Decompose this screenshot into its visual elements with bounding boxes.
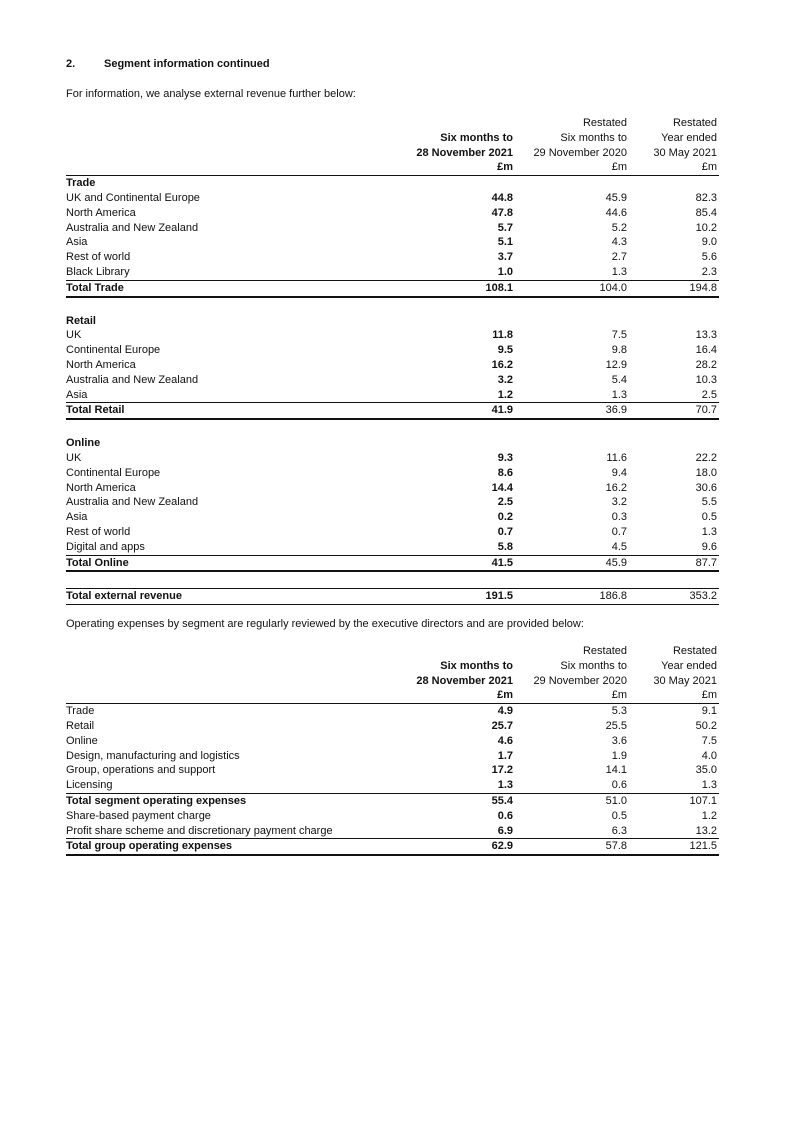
value-prior-year: 107.1 bbox=[629, 793, 719, 808]
empty-cell bbox=[515, 297, 629, 314]
header-row bbox=[66, 688, 719, 703]
empty-cell bbox=[515, 314, 629, 329]
row-label: Asia bbox=[66, 236, 88, 249]
value-prior-period: 186.8 bbox=[515, 589, 629, 605]
header-blank bbox=[66, 644, 395, 659]
row-label: Digital and apps bbox=[66, 540, 145, 553]
value-prior-year: 1.3 bbox=[701, 779, 717, 792]
header-prior-period: £m bbox=[515, 160, 629, 175]
value-prior-period: 9.4 bbox=[611, 466, 627, 479]
table-row bbox=[66, 589, 719, 605]
value-prior-period: 104.0 bbox=[515, 280, 629, 296]
value-prior-period: 0.7 bbox=[611, 525, 627, 538]
header-prior-year: Restated bbox=[672, 645, 717, 657]
value-prior-year: 18.0 bbox=[695, 466, 717, 479]
table-row bbox=[66, 778, 719, 793]
header-current-period: £m bbox=[395, 160, 515, 175]
value-prior-year: 35.0 bbox=[695, 764, 717, 777]
table-row bbox=[66, 265, 719, 280]
value-prior-year: 9.0 bbox=[701, 236, 717, 249]
value-prior-year: 5.5 bbox=[701, 496, 717, 509]
header-prior-period: 29 November 2020 bbox=[533, 674, 627, 687]
header-prior-year: 30 May 2021 bbox=[653, 674, 717, 687]
row-label: Australia and New Zealand bbox=[66, 221, 199, 234]
table-row bbox=[66, 495, 719, 510]
row-label: Design, manufacturing and logistics bbox=[66, 749, 240, 762]
header-row bbox=[66, 644, 719, 659]
header-prior-period: 29 November 2020 bbox=[533, 146, 627, 159]
opex-table bbox=[66, 644, 719, 856]
row-label: Australia and New Zealand bbox=[66, 496, 199, 509]
header-row bbox=[66, 674, 719, 689]
revenue-intro: For information, we analyse external revenue further below: bbox=[66, 88, 356, 100]
header-blank bbox=[66, 116, 395, 131]
row-label: Total segment operating expenses bbox=[66, 793, 395, 808]
header-row bbox=[66, 116, 719, 131]
value-current-period: 47.8 bbox=[491, 206, 513, 219]
table-row bbox=[66, 280, 719, 296]
value-prior-year: 30.6 bbox=[695, 481, 717, 494]
header-blank bbox=[66, 688, 395, 703]
value-prior-period: 44.6 bbox=[605, 206, 627, 219]
table-row bbox=[66, 839, 719, 855]
empty-cell bbox=[629, 571, 719, 589]
header-row bbox=[66, 160, 719, 175]
empty-cell bbox=[66, 419, 395, 436]
header-blank bbox=[66, 674, 395, 689]
header-blank bbox=[66, 659, 395, 674]
value-prior-year: 194.8 bbox=[629, 280, 719, 296]
empty-cell bbox=[515, 436, 629, 451]
spacer-row bbox=[66, 297, 719, 314]
value-current-period: 1.7 bbox=[497, 749, 513, 762]
header-prior-period: Restated bbox=[582, 117, 627, 129]
spacer-row bbox=[66, 419, 719, 436]
row-label: North America bbox=[66, 358, 136, 371]
row-label: Continental Europe bbox=[66, 344, 161, 357]
table-row bbox=[66, 749, 719, 764]
empty-cell bbox=[395, 571, 515, 589]
segment-title: Retail bbox=[66, 314, 96, 327]
empty-cell bbox=[66, 297, 395, 314]
value-prior-year: 10.3 bbox=[695, 373, 717, 386]
empty-cell bbox=[395, 297, 515, 314]
value-prior-year: 9.6 bbox=[701, 540, 717, 553]
table-row bbox=[66, 824, 719, 839]
value-current-period: 191.5 bbox=[395, 589, 515, 605]
value-prior-period: 14.1 bbox=[605, 764, 627, 777]
value-prior-year: 10.2 bbox=[695, 221, 717, 234]
value-prior-year: 50.2 bbox=[695, 719, 717, 732]
value-current-period: 2.5 bbox=[497, 496, 513, 509]
table-row bbox=[66, 343, 719, 358]
value-prior-year: 2.3 bbox=[701, 265, 717, 278]
row-label: Rest of world bbox=[66, 251, 131, 264]
value-prior-period: 5.4 bbox=[611, 373, 627, 386]
row-label: Total Trade bbox=[66, 280, 395, 296]
value-prior-period: 25.5 bbox=[605, 719, 627, 732]
table-row bbox=[66, 373, 719, 388]
header-current-period: £m bbox=[395, 688, 515, 703]
table-row bbox=[66, 328, 719, 343]
segment-title: Trade bbox=[66, 177, 96, 190]
row-label: Asia bbox=[66, 511, 88, 524]
spacer-row bbox=[66, 571, 719, 589]
value-prior-year: 353.2 bbox=[629, 589, 719, 605]
header-prior-year: Year ended bbox=[661, 131, 717, 144]
value-prior-period: 5.2 bbox=[611, 221, 627, 234]
value-prior-period: 12.9 bbox=[605, 358, 627, 371]
value-current-period: 44.8 bbox=[491, 191, 513, 204]
value-current-period: 41.9 bbox=[395, 403, 515, 419]
value-prior-period: 45.9 bbox=[515, 555, 629, 571]
header-row bbox=[66, 146, 719, 161]
value-prior-year: 9.1 bbox=[701, 705, 717, 718]
value-current-period: 4.6 bbox=[497, 734, 513, 747]
header-current-period: 28 November 2021 bbox=[416, 674, 513, 687]
header-prior-year: Restated bbox=[672, 117, 717, 129]
header-prior-period: Six months to bbox=[560, 659, 627, 672]
value-current-period: 55.4 bbox=[395, 793, 515, 808]
value-prior-period: 16.2 bbox=[605, 481, 627, 494]
header-prior-period: Restated bbox=[582, 645, 627, 657]
row-label: Total group operating expenses bbox=[66, 839, 395, 855]
value-prior-period: 4.5 bbox=[611, 540, 627, 553]
value-prior-year: 0.5 bbox=[701, 511, 717, 524]
value-current-period: 8.6 bbox=[497, 466, 513, 479]
value-prior-year: 70.7 bbox=[629, 403, 719, 419]
value-prior-period: 3.6 bbox=[611, 734, 627, 747]
table-row bbox=[66, 221, 719, 236]
row-label: Total Online bbox=[66, 555, 395, 571]
row-label: Profit share scheme and discretionary payment charge bbox=[66, 824, 333, 837]
empty-cell bbox=[395, 419, 515, 436]
value-current-period: 0.2 bbox=[497, 511, 513, 524]
row-label: Licensing bbox=[66, 779, 113, 792]
table-row bbox=[66, 466, 719, 481]
header-blank bbox=[66, 131, 395, 146]
value-prior-year: 7.5 bbox=[701, 734, 717, 747]
table-row bbox=[66, 481, 719, 496]
value-prior-year: 87.7 bbox=[629, 555, 719, 571]
table-row bbox=[66, 235, 719, 250]
value-prior-period: 36.9 bbox=[515, 403, 629, 419]
table-row bbox=[66, 719, 719, 734]
value-current-period: 6.9 bbox=[497, 824, 513, 837]
row-label: UK bbox=[66, 329, 82, 342]
table-row bbox=[66, 510, 719, 525]
value-current-period: 3.7 bbox=[497, 251, 513, 264]
section-title-row bbox=[66, 176, 719, 191]
value-prior-period: 45.9 bbox=[605, 191, 627, 204]
value-prior-year: 4.0 bbox=[701, 749, 717, 762]
header-prior-period: £m bbox=[515, 688, 629, 703]
value-prior-year: 13.3 bbox=[695, 329, 717, 342]
segment-title: Online bbox=[66, 437, 101, 450]
value-prior-year: 121.5 bbox=[629, 839, 719, 855]
table-row bbox=[66, 525, 719, 540]
header-current-period: Six months to bbox=[440, 131, 513, 144]
value-prior-year: 22.2 bbox=[695, 451, 717, 464]
table-row bbox=[66, 763, 719, 778]
row-label: Continental Europe bbox=[66, 466, 161, 479]
table-row bbox=[66, 540, 719, 555]
value-prior-year: 13.2 bbox=[695, 824, 717, 837]
value-prior-period: 3.2 bbox=[611, 496, 627, 509]
value-prior-period: 57.8 bbox=[515, 839, 629, 855]
empty-cell bbox=[515, 176, 629, 191]
value-current-period: 11.8 bbox=[492, 329, 513, 342]
row-label: North America bbox=[66, 481, 136, 494]
value-current-period: 62.9 bbox=[395, 839, 515, 855]
value-prior-period: 0.6 bbox=[611, 779, 627, 792]
header-prior-year: 30 May 2021 bbox=[653, 146, 717, 159]
header-prior-year: Year ended bbox=[661, 659, 717, 672]
value-current-period: 1.3 bbox=[497, 779, 513, 792]
empty-cell bbox=[515, 571, 629, 589]
row-label: Asia bbox=[66, 388, 88, 401]
value-current-period: 108.1 bbox=[395, 280, 515, 296]
row-label: UK and Continental Europe bbox=[66, 191, 200, 204]
row-label: Online bbox=[66, 734, 98, 747]
row-label: Trade bbox=[66, 705, 95, 718]
section-number: 2. bbox=[66, 58, 76, 70]
value-prior-year: 28.2 bbox=[695, 358, 717, 371]
value-current-period: 16.2 bbox=[491, 358, 513, 371]
header-current-period bbox=[395, 116, 515, 131]
section-title-row bbox=[66, 436, 719, 451]
row-label: North America bbox=[66, 206, 136, 219]
row-label: Share-based payment charge bbox=[66, 809, 211, 822]
table-row bbox=[66, 403, 719, 419]
value-current-period: 14.4 bbox=[491, 481, 513, 494]
empty-cell bbox=[515, 419, 629, 436]
value-prior-year: 82.3 bbox=[695, 191, 717, 204]
value-prior-period: 1.9 bbox=[611, 749, 627, 762]
header-current-period bbox=[395, 644, 515, 659]
row-label: UK bbox=[66, 451, 82, 464]
table-row bbox=[66, 191, 719, 206]
value-prior-period: 7.5 bbox=[611, 329, 627, 342]
row-label: Total Retail bbox=[66, 403, 395, 419]
table-row bbox=[66, 793, 719, 808]
empty-cell bbox=[395, 436, 515, 451]
value-prior-period: 51.0 bbox=[515, 793, 629, 808]
value-current-period: 1.2 bbox=[497, 388, 513, 401]
table-row bbox=[66, 809, 719, 824]
header-row bbox=[66, 131, 719, 146]
revenue-table bbox=[66, 116, 719, 605]
value-prior-period: 5.3 bbox=[611, 705, 627, 718]
value-prior-year: 5.6 bbox=[701, 251, 717, 264]
empty-cell bbox=[629, 419, 719, 436]
row-label: Australia and New Zealand bbox=[66, 373, 199, 386]
header-prior-year: £m bbox=[629, 688, 719, 703]
value-prior-period: 9.8 bbox=[611, 344, 627, 357]
value-current-period: 1.0 bbox=[497, 265, 513, 278]
value-prior-period: 4.3 bbox=[611, 236, 627, 249]
value-current-period: 17.2 bbox=[491, 764, 513, 777]
value-prior-period: 1.3 bbox=[611, 265, 627, 278]
empty-cell bbox=[629, 314, 719, 329]
header-blank bbox=[66, 146, 395, 161]
section-title-row bbox=[66, 314, 719, 329]
value-current-period: 5.8 bbox=[497, 540, 513, 553]
value-prior-period: 2.7 bbox=[611, 251, 627, 264]
empty-cell bbox=[629, 176, 719, 191]
value-current-period: 41.5 bbox=[395, 555, 515, 571]
header-blank bbox=[66, 160, 395, 175]
value-current-period: 4.9 bbox=[497, 705, 513, 718]
value-current-period: 5.7 bbox=[497, 221, 513, 234]
section-title: Segment information continued bbox=[104, 58, 270, 70]
table-row bbox=[66, 555, 719, 571]
table-row bbox=[66, 704, 719, 719]
opex-intro: Operating expenses by segment are regularly reviewed by the executive directors and are provided below: bbox=[66, 618, 584, 630]
value-prior-year: 16.4 bbox=[695, 344, 717, 357]
row-label: Black Library bbox=[66, 265, 130, 278]
value-prior-period: 6.3 bbox=[611, 824, 627, 837]
header-current-period: Six months to bbox=[440, 659, 513, 672]
value-prior-year: 1.2 bbox=[701, 809, 717, 822]
header-row bbox=[66, 659, 719, 674]
value-prior-year: 1.3 bbox=[701, 525, 717, 538]
value-current-period: 9.5 bbox=[497, 344, 513, 357]
value-current-period: 0.7 bbox=[497, 525, 513, 538]
table-row bbox=[66, 206, 719, 221]
row-label: Retail bbox=[66, 719, 95, 732]
empty-cell bbox=[629, 436, 719, 451]
table-row bbox=[66, 734, 719, 749]
row-label: Group, operations and support bbox=[66, 764, 216, 777]
table-row bbox=[66, 358, 719, 373]
value-current-period: 3.2 bbox=[497, 373, 513, 386]
table-row bbox=[66, 250, 719, 265]
value-prior-period: 0.5 bbox=[611, 809, 627, 822]
empty-cell bbox=[395, 314, 515, 329]
value-current-period: 9.3 bbox=[497, 451, 513, 464]
value-current-period: 0.6 bbox=[497, 809, 513, 822]
empty-cell bbox=[395, 176, 515, 191]
header-prior-year: £m bbox=[629, 160, 719, 175]
value-current-period: 25.7 bbox=[491, 719, 513, 732]
table-row bbox=[66, 451, 719, 466]
header-prior-period: Six months to bbox=[560, 131, 627, 144]
value-prior-period: 0.3 bbox=[611, 511, 627, 524]
empty-cell bbox=[66, 571, 395, 589]
value-prior-period: 11.6 bbox=[606, 451, 627, 464]
table-row bbox=[66, 388, 719, 403]
value-prior-year: 2.5 bbox=[701, 388, 717, 401]
value-prior-period: 1.3 bbox=[611, 388, 627, 401]
row-label: Total external revenue bbox=[66, 589, 395, 605]
section-heading bbox=[66, 58, 270, 70]
value-current-period: 5.1 bbox=[497, 236, 513, 249]
value-prior-year: 85.4 bbox=[695, 206, 717, 219]
header-current-period: 28 November 2021 bbox=[416, 146, 513, 159]
empty-cell bbox=[629, 297, 719, 314]
row-label: Rest of world bbox=[66, 525, 131, 538]
